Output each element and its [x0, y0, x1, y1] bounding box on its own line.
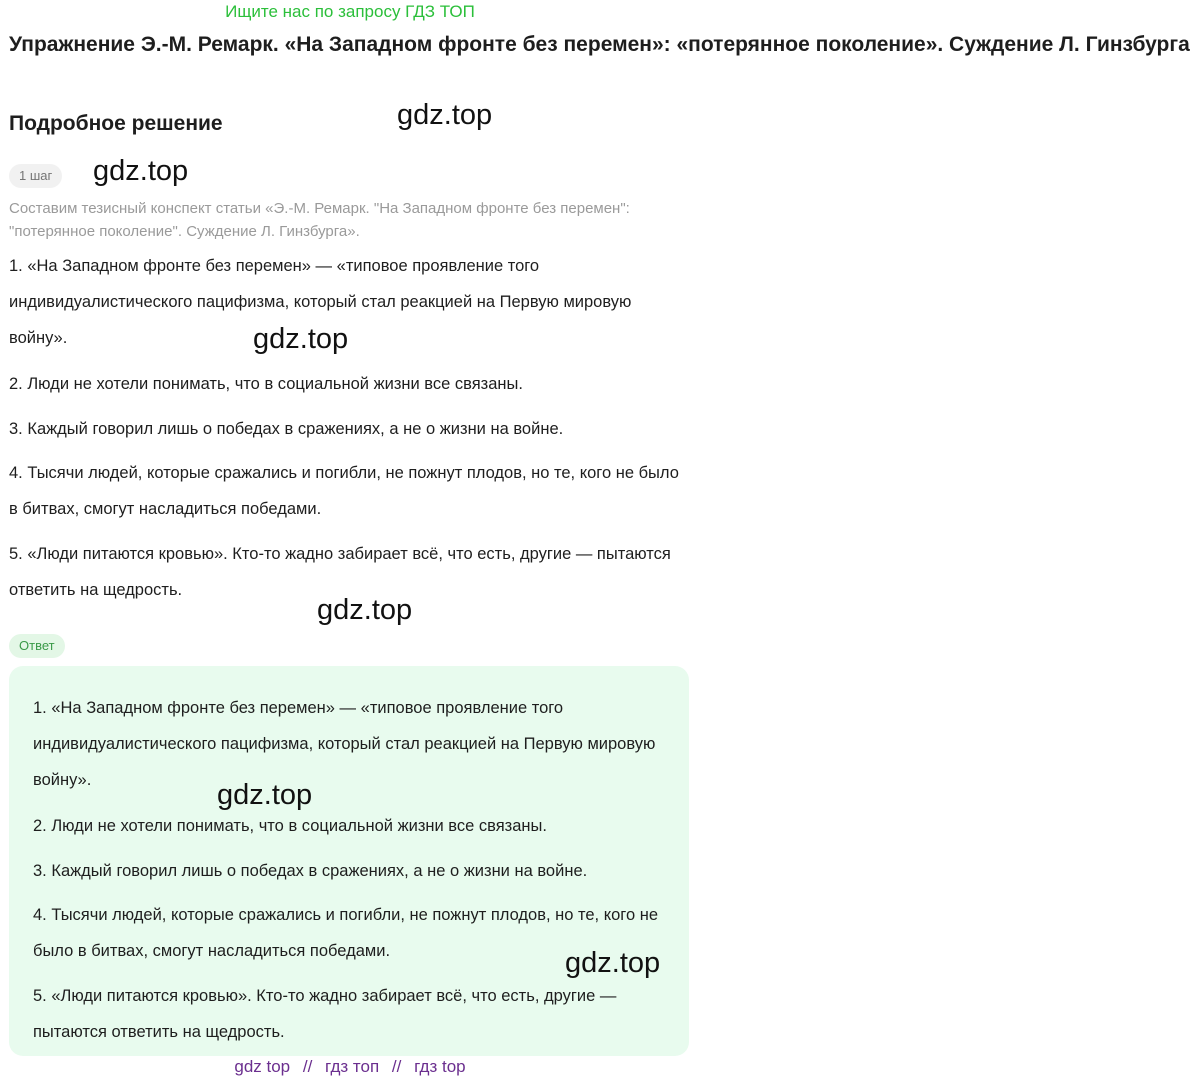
footer-link-gdz-top[interactable]: gdz top — [234, 1057, 291, 1076]
watermark: gdz.top — [317, 594, 413, 626]
page-title: Упражнение Э.-М. Ремарк. «На Западном фронте без перемен»: «потерянное поколение». Суждение Л. Гинзбурга — [9, 33, 1190, 56]
watermark: gdz.top — [93, 155, 189, 187]
footer-links — [0, 1055, 700, 1079]
section-title: Подробное решение — [9, 112, 223, 135]
answer-badge: Ответ — [9, 634, 65, 658]
watermark: gdz.top — [565, 947, 661, 979]
answer-item-4: 4. Тысячи людей, которые сражались и погибли, не пожнут плодов, но те, кого не было в битвах, смогут насладиться победами. — [33, 906, 659, 960]
solution-item-2: 2. Люди не хотели понимать, что в социальной жизни все связаны. — [9, 375, 523, 393]
footer-link-gdz-top-mixed[interactable]: гдз top — [414, 1057, 466, 1076]
solution-item-4: 4. Тысячи людей, которые сражались и погибли, не пожнут плодов, но те, кого не было в битвах, смогут насладиться победами. — [9, 464, 679, 518]
answer-item-2: 2. Люди не хотели понимать, что в социальной жизни все связаны. — [33, 817, 547, 835]
watermark: gdz.top — [217, 779, 313, 811]
answer-item-3: 3. Каждый говорил лишь о победах в сражениях, а не о жизни на войне. — [33, 862, 588, 880]
watermark: gdz.top — [397, 99, 493, 131]
answer-item-5: 5. «Люди питаются кровью». Кто-то жадно забирает всё, что есть, другие — пытаются ответить на щедрость. — [33, 987, 617, 1041]
footer-separator: // — [302, 1057, 313, 1076]
intro-text: Составим тезисный конспект статьи «Э.-М. Ремарк. "На Западном фронте без перемен": "потерянное поколение". Суждение Л. Гинзбурга». — [9, 200, 630, 240]
footer-separator: // — [391, 1057, 402, 1076]
step-badge: 1 шаг — [9, 164, 62, 188]
solution-item-3: 3. Каждый говорил лишь о победах в сражениях, а не о жизни на войне. — [9, 420, 564, 438]
footer-link-gdz-top-ru[interactable]: гдз топ — [325, 1057, 380, 1076]
search-hint-banner: Ищите нас по запросу ГДЗ ТОП — [225, 2, 475, 21]
answer-item-1: 1. «На Западном фронте без перемен» — «типовое проявление того индивидуалистического пацифизма, который стал реакцией на Первую мировую войну». — [33, 699, 656, 789]
watermark: gdz.top — [253, 323, 349, 355]
solution-item-1: 1. «На Западном фронте без перемен» — «типовое проявление того индивидуалистического пацифизма, который стал реакцией на Первую мировую войну». — [9, 257, 632, 347]
solution-item-5: 5. «Люди питаются кровью». Кто-то жадно забирает всё, что есть, другие — пытаются ответить на щедрость. — [9, 545, 671, 599]
